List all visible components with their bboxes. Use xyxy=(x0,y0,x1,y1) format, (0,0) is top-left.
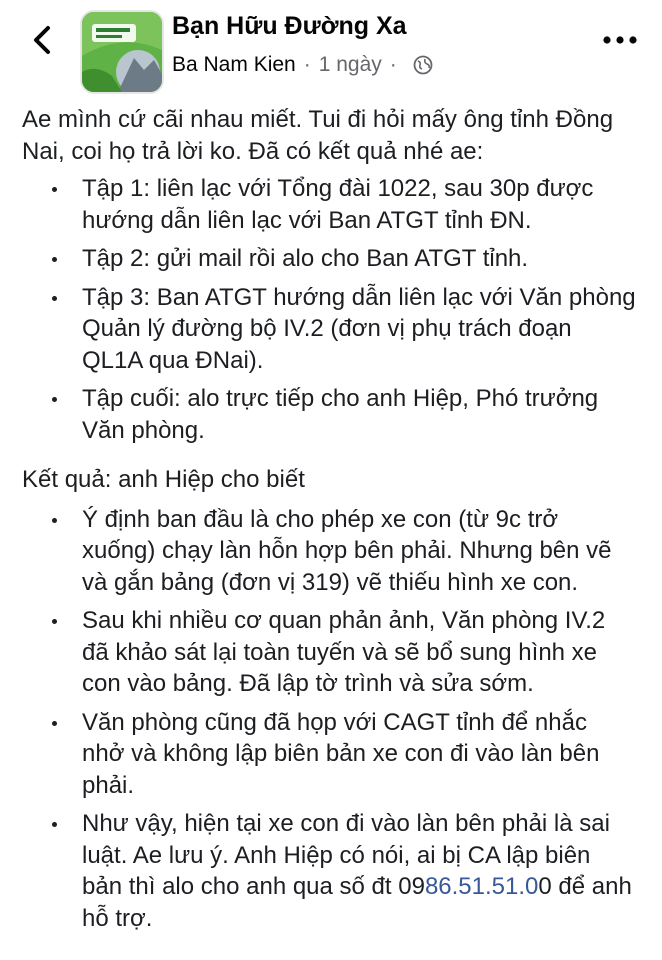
result-heading: Kết quả: anh Hiệp cho biết xyxy=(22,466,305,493)
back-button[interactable] xyxy=(24,22,60,58)
list-item: Văn phòng cũng đã họp với CAGT tỉnh để nhắc nhở và không lập biên bản xe con đi vào làn bên phải. xyxy=(22,707,636,802)
chevron-left-icon xyxy=(31,25,53,55)
list-item: Ý định ban đầu là cho phép xe con (từ 9c trở xuống) chạy làn hỗn hợp bên phải. Nhưng bên vẽ và gắn bảng (đơn vị 319) vẽ thiếu hình xe con. xyxy=(22,504,636,599)
more-horizontal-icon xyxy=(603,36,637,44)
list-item: Sau khi nhiều cơ quan phản ảnh, Văn phòng IV.2 đã khảo sát lại toàn tuyến và sẽ bổ sung hình xe con vào bảng. Đã lập tờ trình và sửa sớm. xyxy=(22,605,636,700)
list-item: Tập 3: Ban ATGT hướng dẫn liên lạc với Văn phòng Quản lý đường bộ IV.2 (đơn vị phụ trách đoạn QL1A qua ĐNai). xyxy=(22,282,636,377)
post-meta xyxy=(172,50,433,80)
last-result-text: Như vậy, hiện tại xe con đi vào làn bên phải là sai luật. Ae lưu ý. Anh Hiệp có nói, ai bị CA lập biên bản thì alo cho anh qua số đt 09 xyxy=(82,810,610,900)
list-item: Tập 1: liên lạc với Tổng đài 1022, sau 30p được hướng dẫn liên lạc với Ban ATGT tỉnh ĐN. xyxy=(22,173,636,236)
post-body xyxy=(0,98,662,934)
group-logo-image xyxy=(82,12,162,92)
post-time[interactable]: 1 ngày xyxy=(318,53,382,76)
list-item-last xyxy=(22,808,636,934)
post-intro: Ae mình cứ cãi nhau miết. Tui đi hỏi mấy ông tỉnh Đồng Nai, coi họ trả lời ko. Đã có kết quả nhé ae: xyxy=(22,106,614,165)
steps-list xyxy=(22,173,636,446)
meta-separator-2: · xyxy=(389,53,397,76)
globe-icon xyxy=(413,55,433,75)
more-options-button[interactable] xyxy=(602,28,638,52)
meta-separator: · xyxy=(303,53,311,76)
list-item: Tập cuối: alo trực tiếp cho anh Hiệp, Phó trưởng Văn phòng. xyxy=(22,383,636,446)
last-result-tail: 0 để anh hỗ trợ. xyxy=(82,873,632,932)
group-name[interactable]: Bạn Hữu Đường Xa xyxy=(172,12,407,40)
list-item: Tập 2: gửi mail rồi alo cho Ban ATGT tỉnh. xyxy=(22,243,636,275)
group-avatar[interactable] xyxy=(80,10,164,94)
phone-number-link[interactable]: 86.51.51.0 xyxy=(424,873,539,900)
results-list xyxy=(22,504,636,935)
author-name[interactable]: Ba Nam Kien xyxy=(172,53,296,76)
post-header xyxy=(0,0,662,98)
